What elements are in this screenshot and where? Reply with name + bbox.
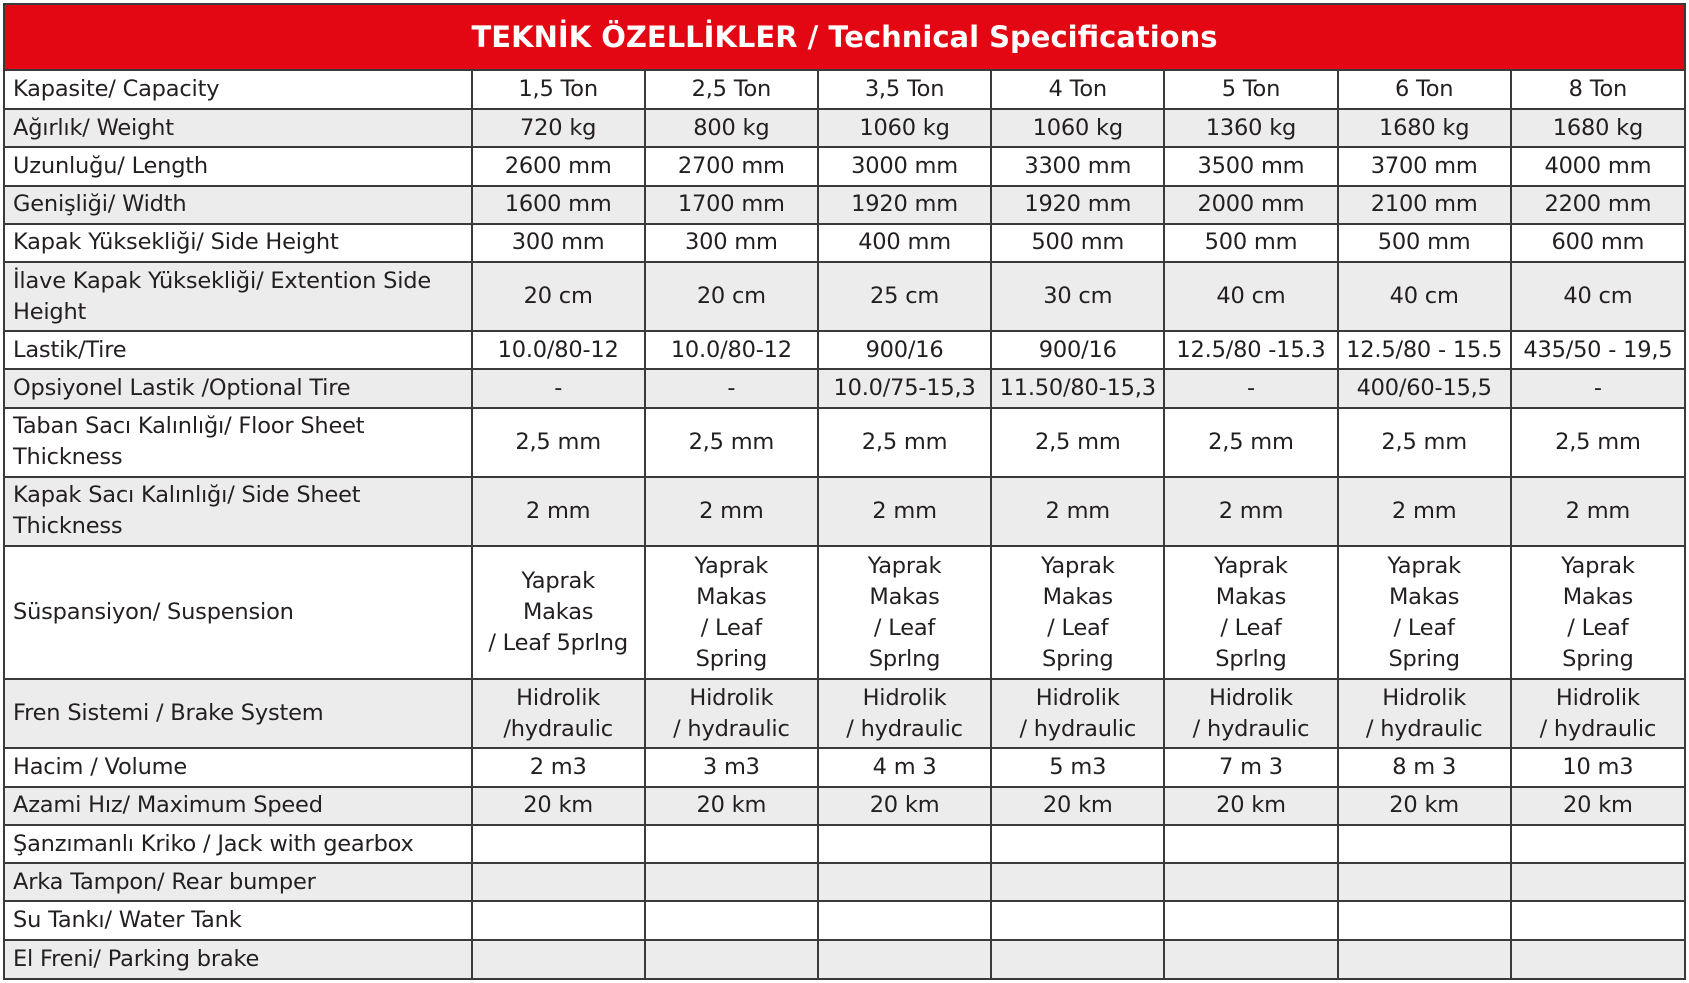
table-cell	[1164, 679, 1337, 748]
table-row	[5, 825, 1684, 863]
table-cell	[1511, 408, 1684, 477]
table-cell	[818, 262, 991, 331]
cell-value: 20 km	[869, 792, 940, 819]
table-cell	[991, 546, 1164, 680]
table-cell	[472, 408, 645, 477]
row-label-text: İlave Kapak Yüksekliği/ Extention Side Height	[13, 267, 431, 325]
table-cell	[1511, 262, 1684, 331]
table-cell	[645, 679, 818, 748]
table-cell	[1338, 224, 1511, 262]
cell-value: 4000 mm	[1544, 153, 1652, 180]
table-row	[5, 679, 1684, 748]
table-cell	[991, 224, 1164, 262]
cell-value: 500 mm	[1031, 229, 1125, 256]
cell-value: 900/16	[1038, 336, 1117, 363]
table-cell	[818, 546, 991, 680]
row-label-text: Ağırlık/ Weight	[13, 114, 174, 141]
table-cell	[472, 546, 645, 680]
cell-value: 2 m3	[529, 754, 587, 781]
cell-value: 8 m 3	[1392, 754, 1457, 781]
table-cell	[1338, 748, 1511, 786]
table-cell	[991, 369, 1164, 407]
cell-value: 2,5 mm	[515, 428, 601, 455]
table-cell	[1164, 224, 1337, 262]
table-cell	[472, 224, 645, 262]
row-label	[5, 901, 472, 939]
table-cell	[1164, 408, 1337, 477]
table-cell	[818, 369, 991, 407]
table-cell	[991, 186, 1164, 224]
cell-value: -	[1593, 374, 1602, 401]
cell-value: 2,5 Ton	[691, 76, 772, 103]
cell-value: 1920 mm	[1024, 191, 1132, 218]
table-cell	[472, 863, 645, 901]
row-label-text: Lastik/Tire	[13, 336, 127, 363]
cell-value: 2 mm	[1218, 497, 1284, 524]
table-cell	[1338, 940, 1511, 978]
cell-value: 3300 mm	[1024, 153, 1132, 180]
cell-value: 400/60-15,5	[1356, 374, 1492, 401]
table-cell	[645, 331, 818, 369]
cell-value: 20 km	[1563, 792, 1633, 819]
table-cell	[1338, 679, 1511, 748]
row-label-text: Su Tankı/ Water Tank	[13, 906, 242, 933]
cell-value: 11.50/80-15,3	[999, 374, 1156, 401]
table-cell	[1511, 224, 1684, 262]
table-cell	[472, 748, 645, 786]
table-cell	[1164, 71, 1337, 109]
table-cell	[991, 331, 1164, 369]
table-cell	[472, 71, 645, 109]
table-cell	[645, 940, 818, 978]
cell-value: 435/50 - 19,5	[1523, 336, 1673, 363]
table-cell	[991, 863, 1164, 901]
table-row	[5, 863, 1684, 901]
table-row	[5, 262, 1684, 331]
table-cell	[818, 787, 991, 825]
cell-value: 10.0/80-12	[670, 336, 792, 363]
table-cell	[818, 863, 991, 901]
row-label-text: Opsiyonel Lastik /Optional Tire	[13, 374, 351, 401]
table-cell	[1511, 825, 1684, 863]
cell-value: 7 m 3	[1219, 754, 1283, 781]
table-cell	[645, 224, 818, 262]
cell-value: 800 kg	[693, 114, 770, 141]
table-cell	[991, 147, 1164, 185]
cell-value: 4 Ton	[1048, 76, 1107, 103]
table-cell	[1164, 863, 1337, 901]
row-label-text: Uzunluğu/ Length	[13, 153, 208, 180]
row-label-text: Taban Sacı Kalınlığı/ Floor Sheet Thickness	[13, 413, 365, 471]
cell-value: -	[1247, 374, 1255, 401]
cell-value: -	[727, 374, 736, 401]
cell-value: Hidrolik / hydraulic	[1365, 684, 1483, 742]
cell-value: 12.5/80 -15.3	[1176, 336, 1326, 363]
table-cell	[991, 71, 1164, 109]
table-row	[5, 546, 1684, 680]
cell-value: 40 cm	[1216, 283, 1286, 310]
row-label	[5, 186, 472, 224]
table-title-text: TEKNİK ÖZELLİKLER / Technical Specifications	[471, 20, 1218, 54]
cell-value: 10 m3	[1562, 754, 1634, 781]
cell-value: 2,5 mm	[1208, 428, 1294, 455]
cell-value: 500 mm	[1204, 229, 1298, 256]
spec-table-body	[5, 71, 1684, 978]
table-row	[5, 477, 1684, 546]
cell-value: 2000 mm	[1197, 191, 1305, 218]
cell-value: Yaprak Makas / Leaf Sprlng	[1214, 552, 1288, 672]
table-cell	[991, 940, 1164, 978]
cell-value: 25 cm	[870, 283, 940, 310]
cell-value: 1060 kg	[1032, 114, 1123, 141]
row-label-text: El Freni/ Parking brake	[13, 945, 260, 972]
row-label	[5, 679, 472, 748]
table-cell	[645, 408, 818, 477]
cell-value: 3,5 Ton	[864, 76, 945, 103]
cell-value: -	[554, 374, 563, 401]
row-label	[5, 940, 472, 978]
cell-value: Hidrolik / hydraulic	[1019, 684, 1137, 742]
cell-value: 1920 mm	[851, 191, 958, 218]
row-label	[5, 825, 472, 863]
table-cell	[472, 369, 645, 407]
cell-value: Hidrolik / hydraulic	[1192, 684, 1310, 742]
cell-value: 3 m3	[702, 754, 760, 781]
cell-value: 1060 kg	[859, 114, 950, 141]
table-cell	[645, 787, 818, 825]
cell-value: 4 m 3	[872, 754, 937, 781]
table-cell	[1338, 408, 1511, 477]
cell-value: 2,5 mm	[1381, 428, 1467, 455]
row-label	[5, 262, 472, 331]
table-cell	[1511, 71, 1684, 109]
row-label-text: Hacim / Volume	[13, 754, 188, 781]
row-label	[5, 224, 472, 262]
cell-value: 1700 mm	[677, 191, 785, 218]
table-cell	[1511, 546, 1684, 680]
table-cell	[1338, 186, 1511, 224]
row-label-text: Azami Hız/ Maximum Speed	[13, 792, 323, 819]
table-cell	[1511, 477, 1684, 546]
row-label	[5, 369, 472, 407]
table-cell	[645, 147, 818, 185]
cell-value: 12.5/80 - 15.5	[1346, 336, 1503, 363]
table-cell	[1338, 369, 1511, 407]
row-label-text: Kapak Yüksekliği/ Side Height	[13, 229, 339, 256]
table-cell	[472, 787, 645, 825]
table-cell	[645, 748, 818, 786]
table-cell	[991, 262, 1164, 331]
table-cell	[818, 224, 991, 262]
cell-value: 900/16	[865, 336, 944, 363]
table-cell	[1164, 369, 1337, 407]
cell-value: 6 Ton	[1394, 76, 1454, 103]
cell-value: Yaprak Makas / Leaf Spring	[1040, 552, 1115, 672]
table-cell	[818, 186, 991, 224]
cell-value: 5 m3	[1049, 754, 1107, 781]
table-title	[5, 5, 1684, 71]
table-cell	[1164, 147, 1337, 185]
cell-value: 500 mm	[1377, 229, 1471, 256]
cell-value: Hidrolik / hydraulic	[673, 684, 790, 742]
table-cell	[818, 147, 991, 185]
row-label	[5, 748, 472, 786]
cell-value: 20 km	[1216, 792, 1286, 819]
spec-sheet	[3, 3, 1686, 980]
row-label	[5, 147, 472, 185]
cell-value: 300 mm	[684, 229, 778, 256]
table-cell	[472, 477, 645, 546]
table-cell	[1338, 546, 1511, 680]
table-cell	[645, 863, 818, 901]
table-cell	[1338, 477, 1511, 546]
cell-value: 1,5 Ton	[518, 76, 598, 103]
table-row	[5, 331, 1684, 369]
cell-value: Yaprak Makas / Leaf Spring	[1387, 552, 1461, 672]
table-cell	[818, 408, 991, 477]
table-cell	[472, 331, 645, 369]
table-cell	[1164, 331, 1337, 369]
cell-value: 2700 mm	[677, 153, 785, 180]
table-cell	[818, 477, 991, 546]
table-cell	[1338, 825, 1511, 863]
cell-value: Hidrolik /hydraulic	[503, 684, 613, 742]
table-cell	[1511, 940, 1684, 978]
row-label-text: Kapak Sacı Kalınlığı/ Side Sheet Thickness	[13, 482, 361, 540]
table-cell	[1164, 477, 1337, 546]
row-label-text: Fren Sistemi / Brake System	[13, 700, 324, 727]
table-cell	[991, 825, 1164, 863]
table-cell	[818, 901, 991, 939]
table-cell	[991, 477, 1164, 546]
cell-value: 20 cm	[523, 283, 593, 310]
cell-value: 10.0/80-12	[497, 336, 619, 363]
cell-value: 720 kg	[520, 114, 597, 141]
table-cell	[1338, 787, 1511, 825]
row-label	[5, 863, 472, 901]
table-cell	[1338, 331, 1511, 369]
table-cell	[818, 679, 991, 748]
table-cell	[991, 787, 1164, 825]
table-row	[5, 408, 1684, 477]
cell-value: 2,5 mm	[861, 428, 948, 455]
table-cell	[1164, 546, 1337, 680]
table-cell	[472, 186, 645, 224]
row-label-text: Genişliği/ Width	[13, 191, 187, 218]
cell-value: Hidrolik / hydraulic	[846, 684, 963, 742]
table-cell	[818, 331, 991, 369]
table-cell	[818, 71, 991, 109]
table-cell	[472, 679, 645, 748]
cell-value: 20 km	[696, 792, 767, 819]
table-cell	[1164, 901, 1337, 939]
table-cell	[1511, 863, 1684, 901]
table-row	[5, 147, 1684, 185]
cell-value: 2 mm	[1391, 497, 1457, 524]
cell-value: Yaprak Makas / Leaf Sprlng	[867, 552, 942, 672]
table-cell	[1511, 679, 1684, 748]
cell-value: 40 cm	[1563, 283, 1633, 310]
row-label	[5, 546, 472, 680]
table-cell	[1511, 369, 1684, 407]
cell-value: 2 mm	[699, 497, 764, 524]
cell-value: Yaprak Makas / Leaf Spring	[694, 552, 769, 672]
cell-value: 2,5 mm	[1555, 428, 1641, 455]
table-cell	[1164, 262, 1337, 331]
cell-value: 2200 mm	[1544, 191, 1652, 218]
table-cell	[472, 262, 645, 331]
row-label	[5, 331, 472, 369]
table-cell	[1164, 825, 1337, 863]
row-label-text: Kapasite/ Capacity	[13, 76, 220, 103]
table-cell	[472, 109, 645, 147]
table-cell	[645, 825, 818, 863]
table-cell	[818, 825, 991, 863]
cell-value: 1680 kg	[1552, 114, 1644, 141]
table-cell	[645, 477, 818, 546]
table-cell	[1511, 109, 1684, 147]
table-cell	[645, 901, 818, 939]
table-cell	[1164, 748, 1337, 786]
cell-value: 40 cm	[1389, 283, 1459, 310]
table-cell	[645, 186, 818, 224]
table-cell	[1164, 787, 1337, 825]
cell-value: 2 mm	[1565, 497, 1631, 524]
row-label-text: Şanzımanlı Kriko / Jack with gearbox	[13, 830, 414, 857]
table-cell	[1338, 863, 1511, 901]
cell-value: 2,5 mm	[688, 428, 775, 455]
table-cell	[1338, 71, 1511, 109]
row-label-text: Süspansiyon/ Suspension	[13, 599, 294, 626]
cell-value: 400 mm	[858, 229, 951, 256]
cell-value: Yaprak Makas / Leaf Spring	[1561, 552, 1635, 672]
table-cell	[1511, 748, 1684, 786]
table-cell	[1511, 787, 1684, 825]
table-cell	[1164, 940, 1337, 978]
cell-value: 2,5 mm	[1034, 428, 1121, 455]
cell-value: Hidrolik / hydraulic	[1539, 684, 1657, 742]
cell-value: 10.0/75-15,3	[833, 374, 976, 401]
table-cell	[1338, 262, 1511, 331]
cell-value: 8 Ton	[1568, 76, 1628, 103]
row-label	[5, 787, 472, 825]
cell-value: 3500 mm	[1197, 153, 1305, 180]
table-cell	[991, 748, 1164, 786]
spec-table	[5, 71, 1684, 978]
cell-value: 1680 kg	[1379, 114, 1470, 141]
table-cell	[1338, 901, 1511, 939]
table-cell	[991, 109, 1164, 147]
cell-value: 2600 mm	[504, 153, 612, 180]
table-cell	[818, 748, 991, 786]
table-cell	[645, 262, 818, 331]
table-row	[5, 787, 1684, 825]
cell-value: 20 km	[1389, 792, 1460, 819]
table-cell	[1511, 331, 1684, 369]
cell-value: Yaprak Makas / Leaf 5prlng	[488, 568, 628, 657]
table-cell	[472, 901, 645, 939]
table-row	[5, 71, 1684, 109]
cell-value: 30 cm	[1043, 283, 1113, 310]
cell-value: 20 cm	[696, 283, 766, 310]
table-row	[5, 109, 1684, 147]
cell-value: 20 km	[1042, 792, 1113, 819]
cell-value: 3700 mm	[1370, 153, 1478, 180]
table-row	[5, 748, 1684, 786]
cell-value: 3000 mm	[851, 153, 958, 180]
cell-value: 2 mm	[1045, 497, 1111, 524]
table-cell	[1338, 109, 1511, 147]
table-cell	[472, 940, 645, 978]
cell-value: 20 km	[523, 792, 594, 819]
table-cell	[1164, 186, 1337, 224]
table-cell	[645, 71, 818, 109]
table-cell	[1511, 147, 1684, 185]
row-label	[5, 408, 472, 477]
row-label	[5, 109, 472, 147]
cell-value: 600 mm	[1551, 229, 1645, 256]
row-label	[5, 71, 472, 109]
table-cell	[1511, 186, 1684, 224]
table-cell	[818, 109, 991, 147]
table-cell	[1511, 901, 1684, 939]
table-row	[5, 901, 1684, 939]
table-cell	[991, 679, 1164, 748]
table-row	[5, 369, 1684, 407]
table-cell	[472, 825, 645, 863]
row-label-text: Arka Tampon/ Rear bumper	[13, 868, 316, 895]
table-cell	[1338, 147, 1511, 185]
table-cell	[818, 940, 991, 978]
table-cell	[991, 901, 1164, 939]
row-label	[5, 477, 472, 546]
cell-value: 5 Ton	[1221, 76, 1281, 103]
table-cell	[645, 369, 818, 407]
cell-value: 2100 mm	[1370, 191, 1478, 218]
table-row	[5, 224, 1684, 262]
cell-value: 1360 kg	[1205, 114, 1297, 141]
cell-value: 2 mm	[525, 497, 591, 524]
cell-value: 300 mm	[511, 229, 605, 256]
table-cell	[1164, 109, 1337, 147]
table-cell	[472, 147, 645, 185]
table-cell	[645, 546, 818, 680]
table-cell	[991, 408, 1164, 477]
table-row	[5, 186, 1684, 224]
table-row	[5, 940, 1684, 978]
table-cell	[645, 109, 818, 147]
cell-value: 1600 mm	[504, 191, 612, 218]
cell-value: 2 mm	[872, 497, 937, 524]
